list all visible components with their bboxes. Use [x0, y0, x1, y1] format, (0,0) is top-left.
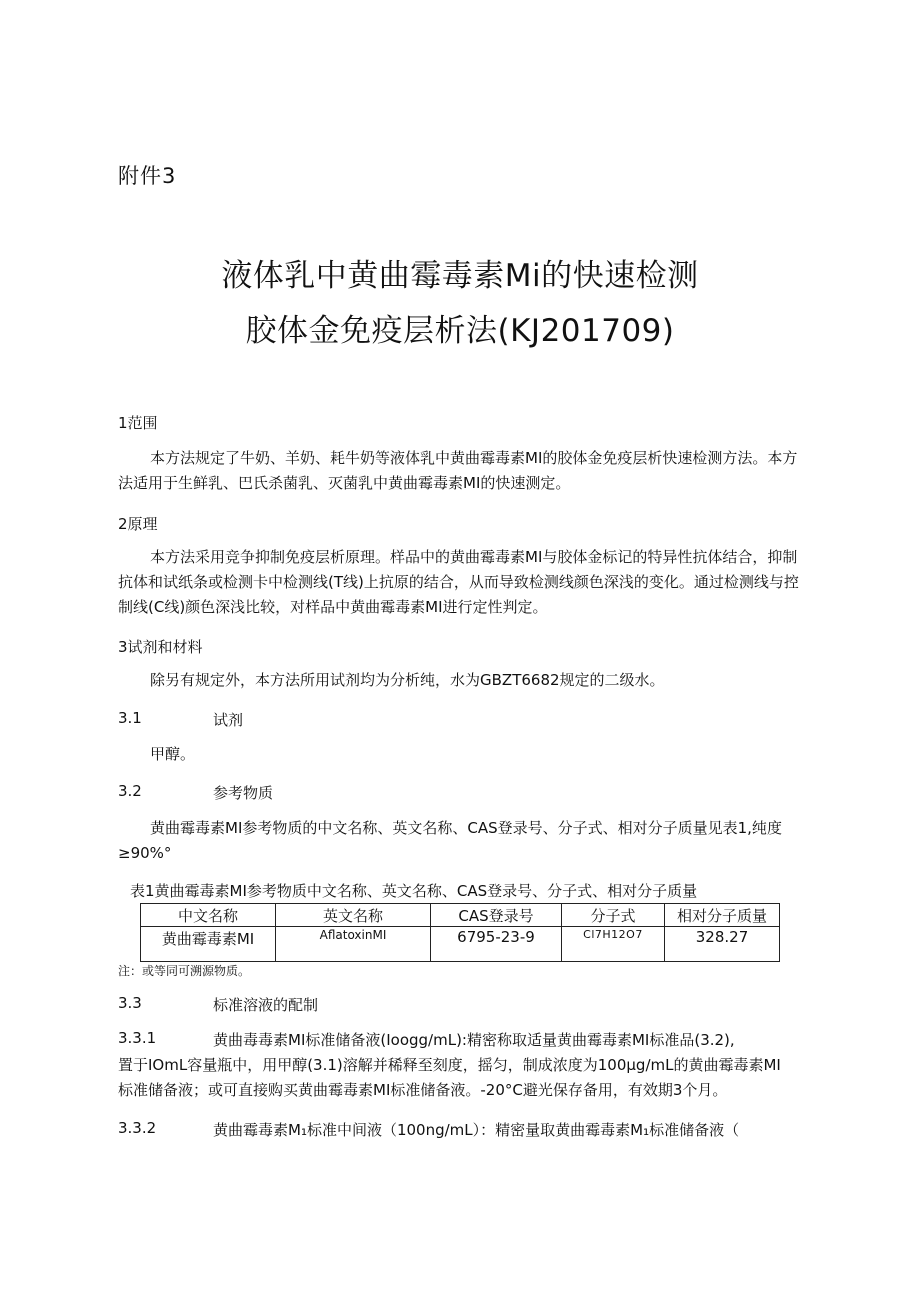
- section-3-3-1-line: 标准储备液；或可直接购买黄曲霉毒素MI标准储备液。-20°C避光保存备用，有效期3个月。: [118, 1081, 728, 1099]
- table-header-row: [141, 904, 780, 927]
- section-3-paragraph: 除另有规定外，本方法所用试剂均为分析纯，水为GBZT6682规定的二级水。: [150, 671, 665, 689]
- section-3-3-title: 标准溶液的配制: [213, 996, 319, 1014]
- section-3-3-1-line: 黄曲毒毒素MI标准储备液(Ioogg∕mL):精密称取适量黄曲霉毒素MI标准品(3.2),: [213, 1031, 735, 1049]
- table-header-cell: 相对分子质量: [665, 904, 780, 927]
- section-3-3-number: 3.3: [118, 994, 142, 1012]
- reference-table: [140, 903, 780, 962]
- table-row: [141, 927, 780, 962]
- section-3-1-paragraph: 甲醇。: [150, 745, 196, 763]
- table-note: 注：或等同可溯源物质。: [118, 964, 251, 978]
- table-caption: 表1黄曲霉毒素MI参考物质中文名称、英文名称、CAS登录号、分子式、相对分子质量: [130, 882, 698, 900]
- section-3-heading: 3试剂和材料: [118, 638, 203, 656]
- section-3-2-paragraph: 黄曲霉毒素MI参考物质的中文名称、英文名称、CAS登录号、分子式、相对分子质量见表1,纯度≥90%°: [118, 819, 782, 862]
- section-1-heading: 1范围: [118, 414, 158, 432]
- section-3-3-2-line: 黄曲霉毒素M₁标准中间液（100ng/mL）：精密量取黄曲霉毒素M₁标准储备液（: [213, 1121, 740, 1139]
- section-2-heading: 2原理: [118, 515, 158, 533]
- table-header-cell: 分子式: [562, 904, 665, 927]
- section-2-paragraph: 本方法采用竞争抑制免疫层析原理。样品中的黄曲霉毒素MI与胶体金标记的特异性抗体结合，抑制抗体和试纸条或检测卡中检测线(T线)上抗原的结合，从而导致检测线颜色深浅的变化。通过检测线与控制线(C线)颜色深浅比较，对样品中黄曲霉毒素MI进行定性判定。: [118, 548, 799, 616]
- annex-label: 附件3: [118, 164, 177, 188]
- table-cell: 328.27: [665, 927, 780, 962]
- section-1-paragraph: 本方法规定了牛奶、羊奶、耗牛奶等液体乳中黄曲霉毒素MI的胶体金免疫层析快速检测方法。本方法适用于生鲜乳、巴氏杀菌乳、灭菌乳中黄曲霉毒素MI的快速测定。: [118, 449, 798, 492]
- section-3-2-number: 3.2: [118, 782, 142, 800]
- table-header-cell: CAS登录号: [431, 904, 562, 927]
- table-cell: 黄曲霉毒素MI: [141, 927, 276, 962]
- page-title-line2: 胶体金免疫层析法(KJ201709): [245, 313, 675, 349]
- table-header-cell: 中文名称: [141, 904, 276, 927]
- section-3-3-1-line: 置于IOmL容量瓶中，用甲醇(3.1)溶解并稀释至刻度，摇匀，制成浓度为100μg∕mL的黄曲霉毒素MI: [118, 1056, 781, 1074]
- table-cell: 6795-23-9: [431, 927, 562, 962]
- section-3-1-title: 试剂: [213, 711, 244, 729]
- section-3-1-number: 3.1: [118, 709, 142, 727]
- section-3-3-1-number: 3.3.1: [118, 1029, 157, 1047]
- table-cell: Cl7H12O7: [562, 927, 665, 962]
- section-3-3-2-number: 3.3.2: [118, 1119, 157, 1137]
- page-title-line1: 液体乳中黄曲霉毒素Mi的快速检测: [221, 258, 699, 294]
- section-3-2-title: 参考物质: [213, 784, 274, 802]
- table-cell: AflatoxinMI: [276, 927, 431, 962]
- table-header-cell: 英文名称: [276, 904, 431, 927]
